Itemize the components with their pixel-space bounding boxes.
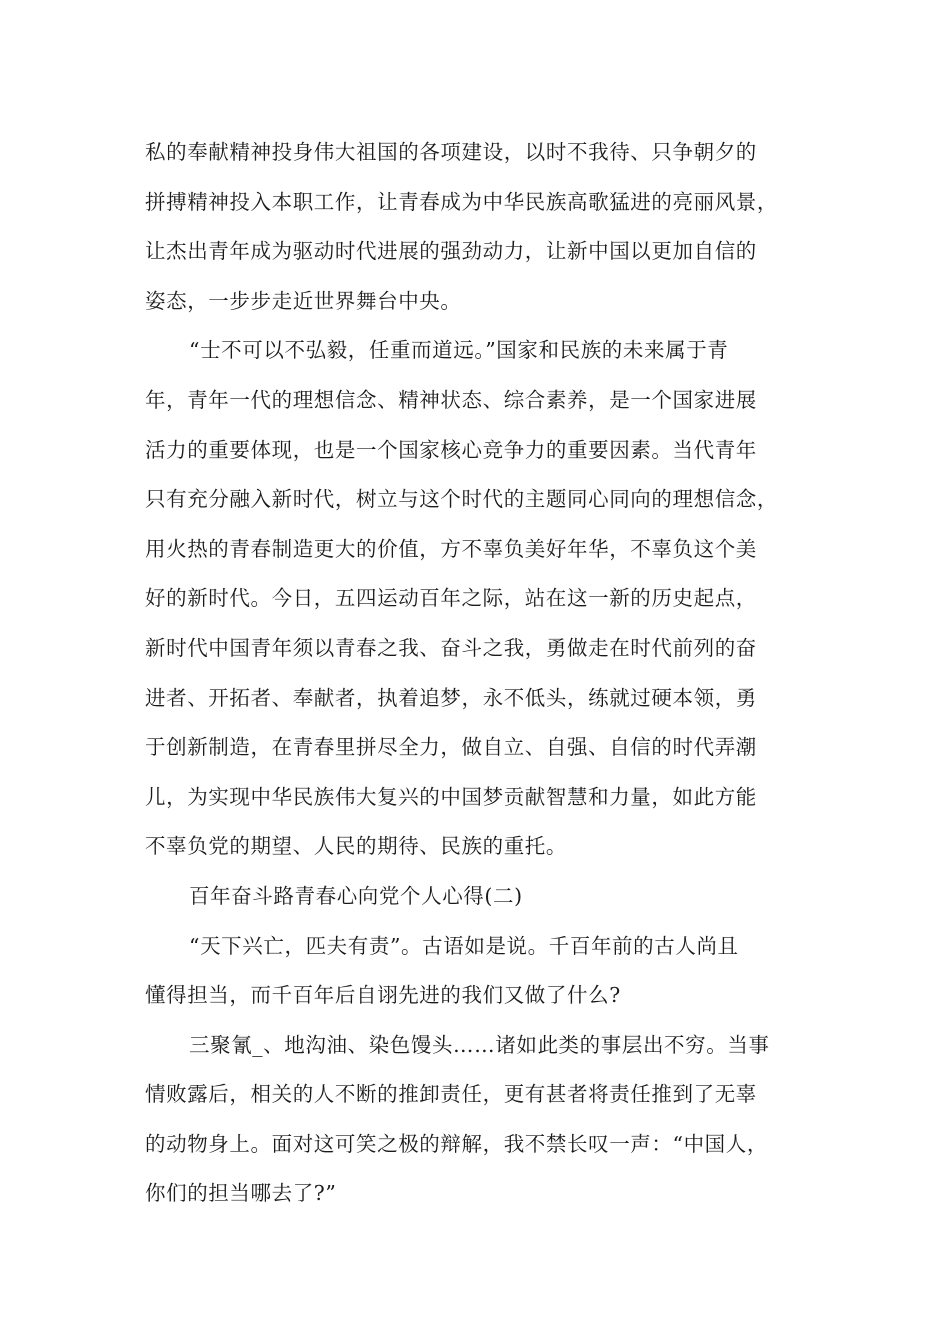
text-line: 的动物身上。面对这可笑之极的辩解，我不禁长叹一声：“中国人， (145, 1131, 768, 1156)
text-line: 好的新时代。今日，五四运动百年之际，站在这一新的历史起点， (145, 586, 757, 611)
text-line: 进者、开拓者、奉献者，执着追梦，永不低头，练就过硬本领，勇 (145, 685, 757, 710)
text-line: 儿，为实现中华民族伟大复兴的中国梦贡献智慧和力量，如此方能 (145, 784, 757, 809)
text-line: 情败露后，相关的人不断的推卸责任，更有甚者将责任推到了无辜 (145, 1082, 757, 1107)
text-line: 三聚氰_、地沟油、染色馒头……诸如此类的事层出不穷。当事 (189, 1032, 770, 1057)
text-line: 新时代中国青年须以青春之我、奋斗之我，勇做走在时代前列的奋 (145, 635, 757, 660)
text-line: 私的奉献精神投身伟大祖国的各项建设，以时不我待、只争朝夕的 (145, 140, 757, 164)
text-line: 只有充分融入新时代，树立与这个时代的主题同心同向的理想信念， (145, 487, 778, 512)
text-line: 懂得担当，而千百年后自诩先进的我们又做了什么? (145, 983, 621, 1008)
text-line: “天下兴亡，匹夫有责”。古语如是说。千百年前的古人尚且 (189, 933, 739, 958)
text-line: 你们的担当哪去了?” (145, 1181, 337, 1206)
text-line: 百年奋斗路青春心向党个人心得(二) (189, 883, 523, 908)
text-line: 不辜负党的期望、人民的期待、民族的重托。 (145, 834, 567, 859)
text-line: 拼搏精神投入本职工作，让青春成为中华民族高歌猛进的亮丽风景， (145, 189, 778, 214)
text-line: “士不可以不弘毅，任重而道远。”国家和民族的未来属于青 (189, 338, 729, 363)
text-line: 年，青年一代的理想信念、精神状态、综合素养，是一个国家进展 (145, 387, 757, 412)
text-line: 姿态，一步步走近世界舞台中央。 (145, 288, 462, 313)
text-line: 活力的重要体现，也是一个国家核心竞争力的重要因素。当代青年 (145, 437, 757, 462)
text-line: 于创新制造，在青春里拼尽全力，做自立、自强、自信的时代弄潮 (145, 735, 757, 760)
text-line: 用火热的青春制造更大的价值，方不辜负美好年华，不辜负这个美 (145, 536, 757, 561)
text-line: 让杰出青年成为驱动时代进展的强劲动力，让新中国以更加自信的 (145, 239, 757, 264)
body-text (145, 132, 825, 1223)
